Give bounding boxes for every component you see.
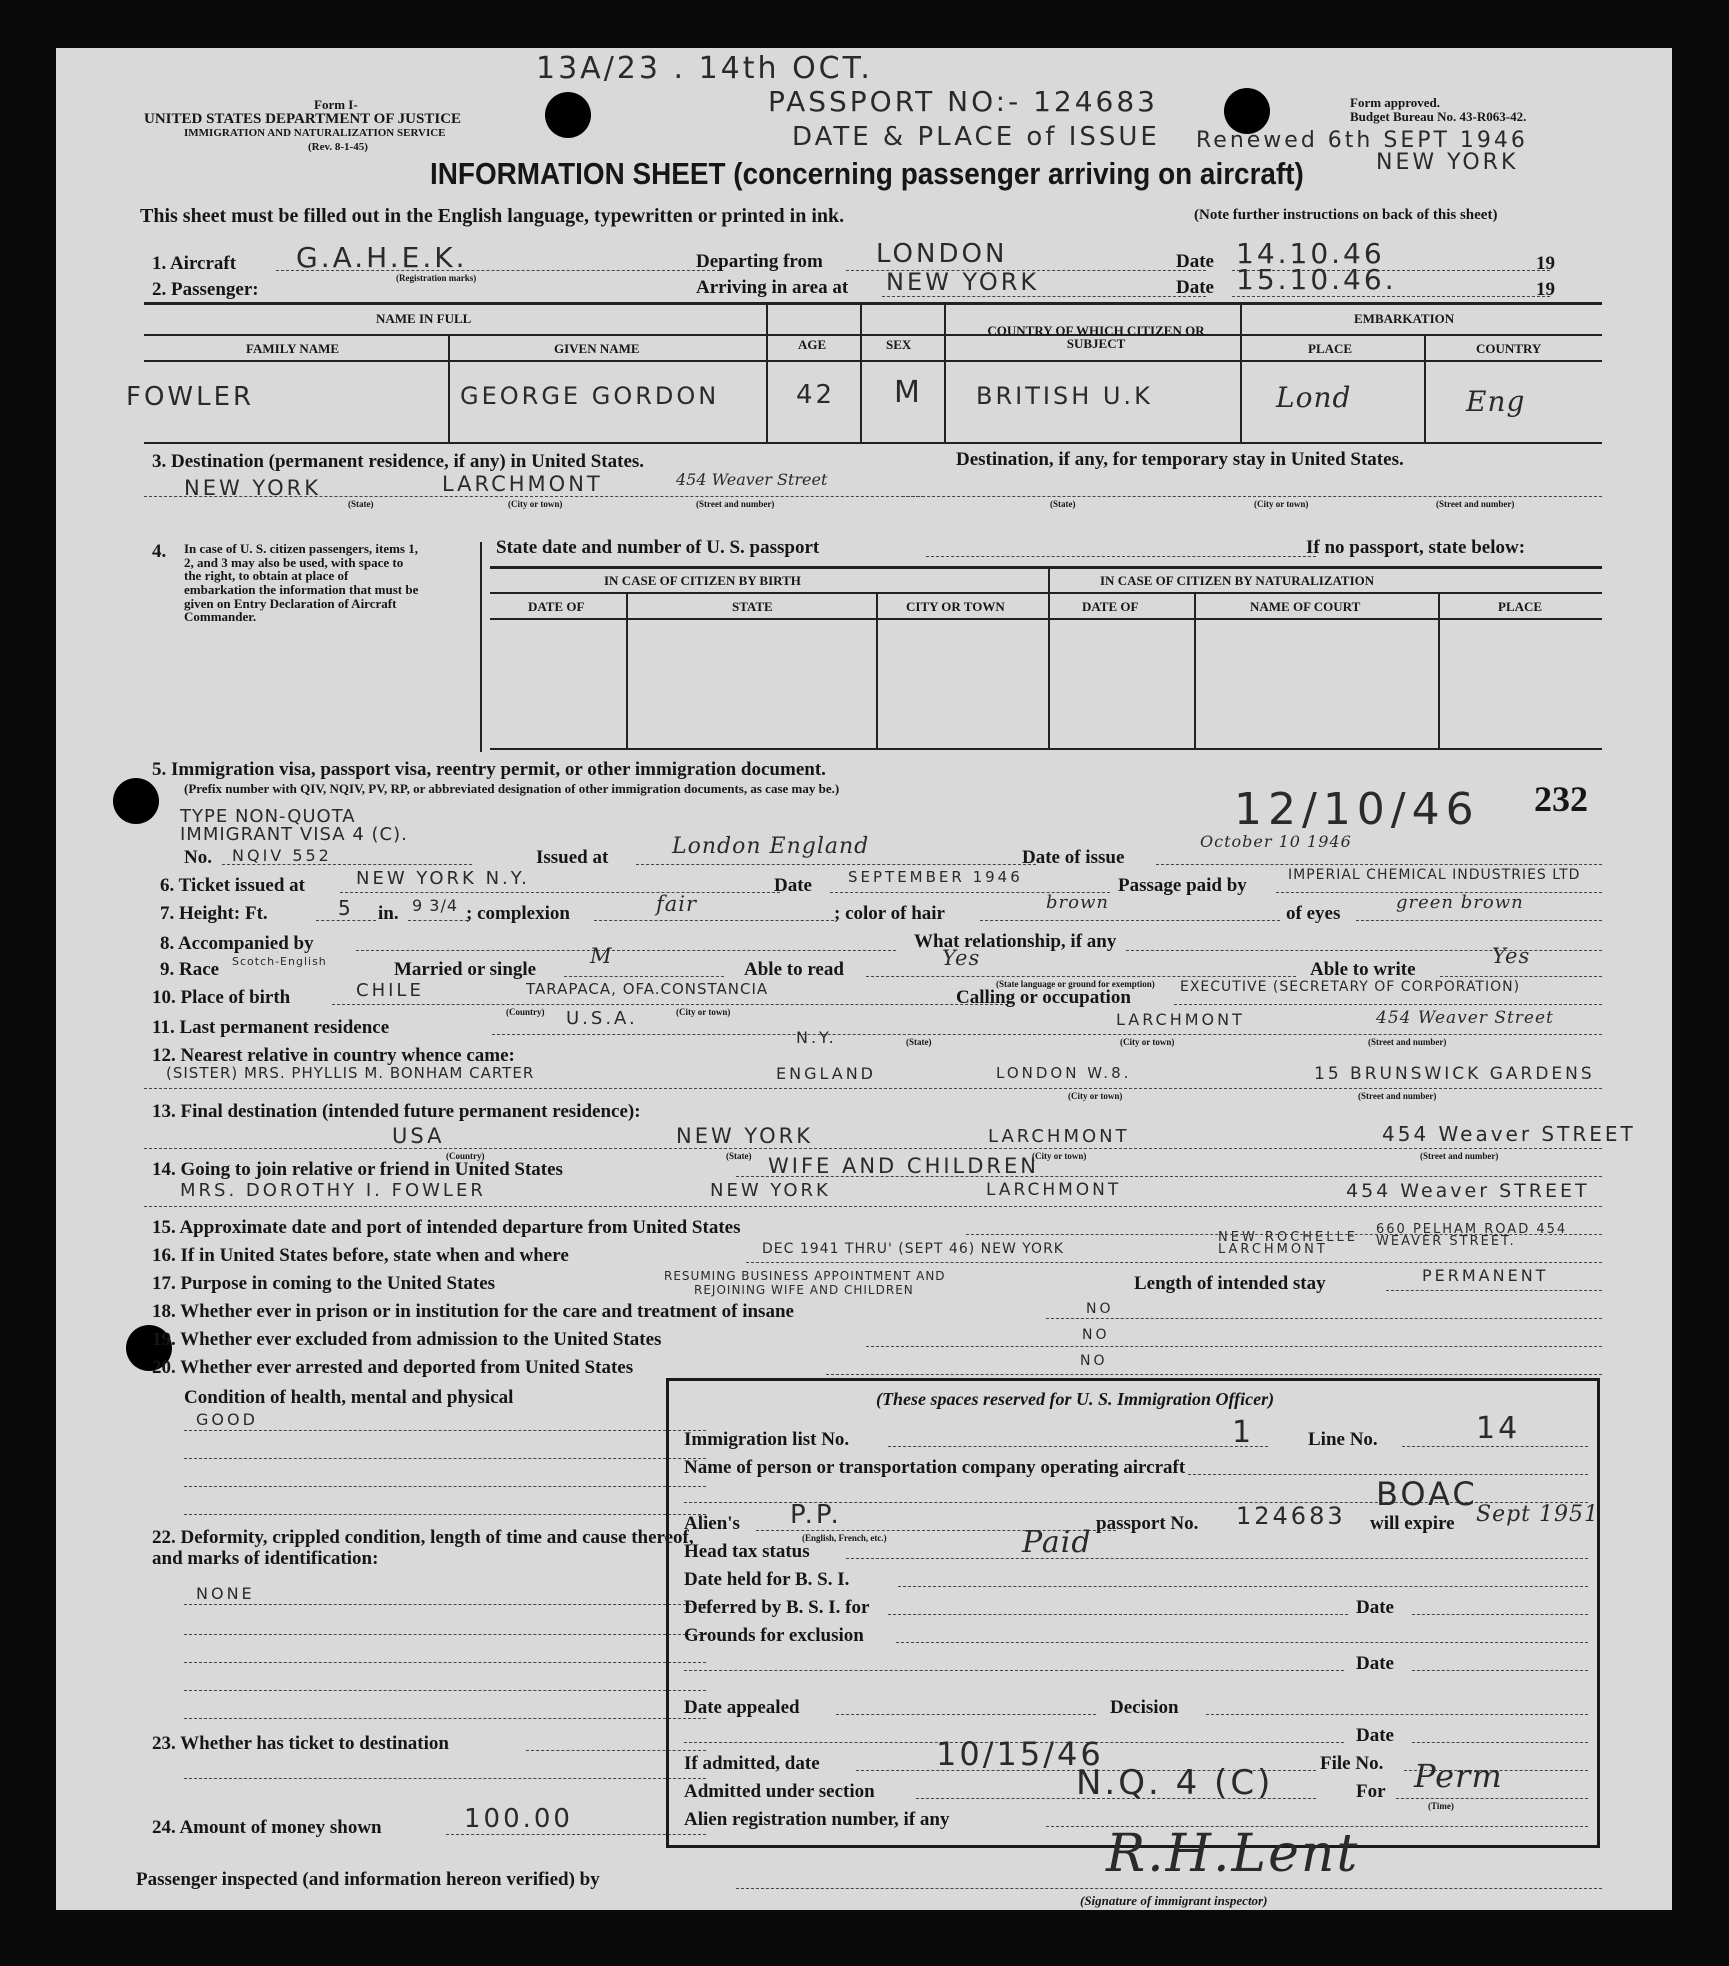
rule bbox=[490, 592, 1602, 594]
punch-hole bbox=[113, 778, 159, 824]
aircraft-label: 1. Aircraft bbox=[152, 253, 237, 274]
read-value[interactable]: Yes bbox=[942, 946, 981, 970]
emb-place-header: PLACE bbox=[1308, 341, 1353, 356]
citizen-nat-header: IN CASE OF CITIZEN BY NATURALIZATION bbox=[1100, 573, 1375, 588]
q22-label: 22. Deformity, crippled condition, length of time and cause thereof, and marks of identification: bbox=[152, 1527, 694, 1569]
q4-passport-label: State date and number of U. S. passport bbox=[496, 537, 820, 558]
form-title: INFORMATION SHEET (concerning passenger arriving on aircraft) bbox=[430, 156, 1304, 191]
grounds-line bbox=[896, 1642, 1588, 1643]
q12-label: 12. Nearest relative in country whence came: bbox=[152, 1045, 515, 1066]
aircraft-value[interactable]: G.A.H.E.K. bbox=[296, 241, 468, 274]
paid-by[interactable]: IMPERIAL CHEMICAL INDUSTRIES LTD bbox=[1288, 867, 1581, 883]
arriving-value[interactable]: NEW YORK bbox=[886, 268, 1040, 296]
visa-no[interactable]: NQIV 552 bbox=[232, 846, 332, 865]
join-street[interactable]: 454 Weaver STREET bbox=[1346, 1180, 1590, 1202]
q23-label: 23. Whether has ticket to destination bbox=[152, 1733, 449, 1754]
q22-line4 bbox=[184, 1690, 706, 1691]
col-date-of-nat: DATE OF bbox=[1082, 599, 1139, 614]
deported-value[interactable]: NO bbox=[1080, 1353, 1108, 1369]
q11-label: 11. Last permanent residence bbox=[152, 1017, 390, 1038]
date-of-issue-line bbox=[1156, 864, 1602, 865]
head-tax-label: Head tax status bbox=[684, 1541, 810, 1562]
for-label: For bbox=[1356, 1781, 1386, 1802]
prison-value[interactable]: NO bbox=[1086, 1301, 1114, 1317]
deferred-date-label: Date bbox=[1356, 1597, 1394, 1618]
q23-line2 bbox=[184, 1778, 706, 1779]
birth-country[interactable]: CHILE bbox=[356, 980, 424, 1001]
married-label: Married or single bbox=[394, 959, 537, 980]
write-value[interactable]: Yes bbox=[1492, 944, 1531, 968]
for-line bbox=[1396, 1798, 1588, 1799]
rel-street-note: (Street and number) bbox=[1358, 1091, 1437, 1101]
height-in[interactable]: 9 3/4 bbox=[412, 896, 459, 915]
q17-label: 17. Purpose in coming to the United States bbox=[152, 1273, 496, 1294]
q13-line bbox=[144, 1148, 1602, 1149]
q15-label: 15. Approximate date and port of intended departure from United States bbox=[152, 1217, 741, 1238]
grounds-date-line bbox=[1412, 1670, 1588, 1671]
length-stay-label: Length of intended stay bbox=[1134, 1273, 1326, 1294]
q19-label: 19. Whether ever excluded from admission to the United States bbox=[152, 1329, 662, 1350]
passport-no-label: passport No. bbox=[1096, 1513, 1199, 1534]
appealed-line bbox=[836, 1714, 1096, 1715]
date-held-label: Date held for B. S. I. bbox=[684, 1569, 850, 1590]
time-note: (Time) bbox=[1428, 1801, 1454, 1811]
rule bbox=[1048, 566, 1050, 750]
q9-label: 9. Race bbox=[160, 959, 220, 980]
budget-bureau: Budget Bureau No. 43-R063-42. bbox=[1350, 109, 1527, 124]
deferred-label: Deferred by B. S. I. for bbox=[684, 1597, 870, 1618]
alien-reg-label: Alien registration number, if any bbox=[684, 1809, 950, 1830]
temp-city-note: (City or town) bbox=[1254, 499, 1309, 509]
aliens-value[interactable]: P.P. bbox=[790, 1500, 842, 1530]
join-city[interactable]: LARCHMONT bbox=[986, 1180, 1122, 1200]
hair-value[interactable]: brown bbox=[1046, 892, 1109, 913]
dest-city[interactable]: LARCHMONT bbox=[442, 472, 603, 496]
departing-value[interactable]: LONDON bbox=[876, 239, 1008, 269]
height-ft[interactable]: 5 bbox=[338, 896, 354, 920]
ft-line bbox=[316, 920, 376, 921]
rule bbox=[490, 566, 1602, 569]
q13-label: 13. Final destination (intended future permanent residence): bbox=[152, 1101, 641, 1122]
information-sheet bbox=[56, 48, 1672, 1910]
officer-header: (These spaces reserved for U. S. Immigration Officer) bbox=[876, 1389, 1275, 1409]
purpose-value[interactable]: RESUMING BUSINESS APPOINTMENT AND bbox=[664, 1269, 946, 1283]
final-street-note: (Street and number) bbox=[1420, 1151, 1499, 1161]
rule bbox=[766, 302, 768, 444]
aliens-note: (English, French, etc.) bbox=[802, 1533, 887, 1543]
rule bbox=[626, 592, 628, 750]
date-place-annotation: DATE & PLACE of ISSUE bbox=[792, 122, 1160, 152]
operator-value[interactable]: BOAC bbox=[1376, 1475, 1478, 1513]
q10-line bbox=[332, 1004, 1008, 1005]
eyes-line bbox=[1356, 920, 1602, 921]
q6-line bbox=[340, 892, 780, 893]
rule bbox=[490, 618, 1602, 620]
q4-number: 4. bbox=[152, 541, 167, 562]
complexion-line bbox=[594, 920, 834, 921]
departure-date[interactable]: 14.10.46 bbox=[1236, 237, 1385, 270]
calling-line bbox=[1174, 1004, 1602, 1005]
col-city-town: CITY OR TOWN bbox=[906, 599, 1005, 614]
join-name[interactable]: MRS. DOROTHY I. FOWLER bbox=[180, 1180, 486, 1201]
q3-temp-label: Destination, if any, for temporary stay in United States. bbox=[956, 449, 1404, 470]
q14-label: 14. Going to join relative or friend in United States bbox=[152, 1159, 563, 1180]
excluded-value[interactable]: NO bbox=[1082, 1327, 1110, 1343]
complexion-value[interactable]: fair bbox=[656, 892, 698, 916]
arr-date-line bbox=[1232, 296, 1550, 297]
citizen-birth-header: IN CASE OF CITIZEN BY BIRTH bbox=[604, 573, 801, 588]
sex-value[interactable]: M bbox=[894, 375, 923, 410]
passage-paid-label: Passage paid by bbox=[1118, 875, 1247, 896]
before-street[interactable]: 660 PELHAM ROAD 454 WEAVER STREET. bbox=[1376, 1222, 1568, 1250]
temp-state-note: (State) bbox=[1050, 499, 1076, 509]
dep-year: 19 bbox=[1536, 253, 1555, 274]
visa-date[interactable]: October 10 1946 bbox=[1200, 832, 1352, 851]
rule bbox=[1438, 592, 1440, 750]
res-street[interactable]: 454 Weaver Street bbox=[1376, 1008, 1554, 1028]
relationship-line bbox=[1126, 950, 1602, 951]
date-held-line bbox=[898, 1586, 1588, 1587]
arr-date-label: Date bbox=[1176, 277, 1214, 298]
deformity-value[interactable]: NONE bbox=[196, 1584, 255, 1603]
calling-label: Calling or occupation bbox=[956, 987, 1131, 1008]
read-line bbox=[866, 976, 1296, 977]
q21-line1 bbox=[184, 1430, 706, 1431]
res-state[interactable]: N.Y. bbox=[796, 1028, 837, 1047]
line-no-line bbox=[1402, 1446, 1588, 1447]
section-value[interactable]: N.Q. 4 (C) bbox=[1076, 1763, 1274, 1803]
race-value[interactable]: Scotch-English bbox=[232, 955, 327, 968]
rule bbox=[480, 542, 482, 752]
stamp-number: 232 bbox=[1534, 779, 1588, 819]
dest-city-note: (City or town) bbox=[508, 499, 563, 509]
res-state-note: (State) bbox=[906, 1037, 932, 1047]
q21-line2 bbox=[184, 1458, 706, 1459]
final-country[interactable]: USA bbox=[392, 1124, 445, 1148]
col-state: STATE bbox=[732, 599, 773, 614]
punch-hole bbox=[545, 92, 591, 138]
q22-line3 bbox=[184, 1662, 706, 1663]
country-citizen-header: COUNTRY OF WHICH CITIZEN OR SUBJECT bbox=[987, 323, 1205, 351]
head-tax-line bbox=[846, 1558, 1588, 1559]
q4-nopassport-label: If no passport, state below: bbox=[1306, 537, 1526, 558]
money-value[interactable]: 100.00 bbox=[464, 1804, 573, 1834]
arrival-date[interactable]: 15.10.46. bbox=[1236, 263, 1397, 296]
eyes-value[interactable]: green brown bbox=[1396, 892, 1524, 913]
departing-label: Departing from bbox=[696, 251, 823, 272]
issued-at-label: Issued at bbox=[536, 847, 609, 868]
line-no-label: Line No. bbox=[1308, 1429, 1378, 1450]
service: IMMIGRATION AND NATURALIZATION SERVICE bbox=[184, 127, 446, 139]
embarkation-header: EMBARKATION bbox=[1354, 311, 1455, 326]
q8-line bbox=[356, 950, 896, 951]
renewed-city: NEW YORK bbox=[1376, 150, 1519, 175]
rule bbox=[490, 748, 1602, 750]
q18-line bbox=[1046, 1318, 1602, 1319]
hair-line bbox=[980, 920, 1280, 921]
q20-label: 20. Whether ever arrested and deported from United States bbox=[152, 1357, 634, 1378]
given-name-value[interactable]: GEORGE GORDON bbox=[460, 382, 720, 410]
will-expire-label: will expire bbox=[1370, 1513, 1455, 1534]
head-tax-value[interactable]: Paid bbox=[1022, 1525, 1092, 1560]
q3-label: 3. Destination (permanent residence, if any) in United States. bbox=[152, 451, 645, 472]
line-no-value[interactable]: 14 bbox=[1476, 1411, 1521, 1446]
language-note: (State language or ground for exemption) bbox=[996, 979, 1155, 989]
q6-date-label: Date bbox=[774, 875, 812, 896]
col-name-court: NAME OF COURT bbox=[1250, 599, 1361, 614]
final-country-note: (Country) bbox=[446, 1151, 485, 1161]
in-line bbox=[408, 920, 468, 921]
relative-country[interactable]: ENGLAND bbox=[776, 1064, 876, 1083]
officer-passport-value[interactable]: 124683 bbox=[1236, 1502, 1346, 1530]
birth-city-note: (City or town) bbox=[676, 1007, 731, 1017]
q8-label: 8. Accompanied by bbox=[160, 933, 314, 954]
visa-type[interactable]: TYPE NON-QUOTA IMMIGRANT VISA 4 (C). bbox=[180, 806, 408, 845]
dest-state[interactable]: NEW YORK bbox=[184, 476, 321, 500]
final-state-note: (State) bbox=[726, 1151, 752, 1161]
q21-label: Condition of health, mental and physical bbox=[184, 1387, 514, 1408]
signature-line bbox=[736, 1888, 1602, 1889]
col-date-of: DATE OF bbox=[528, 599, 585, 614]
inspector-signature[interactable]: R.H.Lent bbox=[1106, 1824, 1360, 1884]
department: UNITED STATES DEPARTMENT OF JUSTICE bbox=[144, 111, 462, 127]
rule bbox=[944, 302, 946, 444]
form-approved: Form approved. bbox=[1350, 95, 1441, 110]
col-place: PLACE bbox=[1498, 599, 1543, 614]
note-instructions: (Note further instructions on back of this sheet) bbox=[1194, 207, 1498, 223]
q12-line bbox=[144, 1088, 1602, 1089]
length-line bbox=[1386, 1290, 1602, 1291]
rule bbox=[144, 442, 1602, 444]
grounds-date-label: Date bbox=[1356, 1653, 1394, 1674]
appealed-date-label: Date bbox=[1356, 1725, 1394, 1746]
list-no-label: Immigration list No. bbox=[684, 1429, 850, 1450]
q18-label: 18. Whether ever in prison or in institution for the care and treatment of insane bbox=[152, 1301, 794, 1322]
signature-note: (Signature of immigrant inspector) bbox=[1080, 1893, 1268, 1908]
appealed-label: Date appealed bbox=[684, 1697, 800, 1718]
q6-label: 6. Ticket issued at bbox=[160, 875, 305, 896]
length-value[interactable]: PERMANENT bbox=[1422, 1266, 1549, 1285]
birth-city[interactable]: TARAPACA, OFA.CONSTANCIA bbox=[526, 980, 769, 998]
q10-label: 10. Place of birth bbox=[152, 987, 291, 1008]
q21-line4 bbox=[184, 1514, 706, 1515]
married-value[interactable]: M bbox=[590, 944, 613, 968]
rule bbox=[144, 360, 1602, 362]
grounds-line2 bbox=[684, 1670, 1344, 1671]
birth-country-note: (Country) bbox=[506, 1007, 545, 1017]
q5-note: (Prefix number with QIV, NQIV, PV, RP, or abbreviated designation of other immigration documents, as case may be.) bbox=[184, 781, 840, 796]
dest-state-note: (State) bbox=[348, 499, 374, 509]
write-line bbox=[1440, 976, 1602, 977]
visa-no-label: No. bbox=[184, 847, 212, 868]
rule bbox=[144, 334, 1602, 336]
given-name-header: GIVEN NAME bbox=[554, 341, 640, 356]
health-value[interactable]: GOOD bbox=[196, 1410, 258, 1429]
deferred-line bbox=[888, 1614, 1348, 1615]
q11-line bbox=[492, 1034, 1602, 1035]
top-reference: 13A/23 . 14th OCT. bbox=[536, 51, 873, 86]
list-no-line bbox=[888, 1446, 1268, 1447]
rule bbox=[860, 302, 862, 444]
rule bbox=[448, 334, 450, 444]
q22-line5 bbox=[184, 1718, 706, 1719]
q19-line bbox=[866, 1346, 1602, 1347]
relative-street[interactable]: 15 BRUNSWICK GARDENS bbox=[1314, 1064, 1595, 1084]
passenger-label: 2. Passenger: bbox=[152, 279, 259, 300]
rule bbox=[1194, 592, 1196, 750]
arriving-label: Arriving in area at bbox=[696, 277, 849, 298]
res-country[interactable]: U.S.A. bbox=[566, 1008, 638, 1029]
res-city[interactable]: LARCHMONT bbox=[1116, 1010, 1245, 1029]
revision: (Rev. 8-1-45) bbox=[308, 141, 368, 153]
in-label: in. bbox=[378, 903, 399, 924]
rule bbox=[144, 302, 1602, 305]
inspected-label: Passenger inspected (and information hereon verified) by bbox=[136, 1869, 600, 1890]
decision-label: Decision bbox=[1110, 1697, 1179, 1718]
dest-street[interactable]: 454 Weaver Street bbox=[676, 470, 828, 489]
ticket-date[interactable]: SEPTEMBER 1946 bbox=[848, 868, 1023, 886]
read-label: Able to read bbox=[744, 959, 844, 980]
res-city-note: (City or town) bbox=[1120, 1037, 1175, 1047]
join-state[interactable]: NEW YORK bbox=[710, 1180, 831, 1201]
join-value[interactable]: WIFE AND CHILDREN bbox=[768, 1154, 1039, 1178]
name-in-full-header: NAME IN FULL bbox=[376, 311, 472, 326]
q4-note: In case of U. S. citizen passengers, items 1, 2, and 3 may also be used, with space to the right, to obtain at place of embarkation the information that must be given on Entry Declaration of Aircraft Commander. bbox=[184, 541, 419, 625]
family-name-header: FAMILY NAME bbox=[246, 341, 340, 356]
q3-temp-line bbox=[902, 496, 1602, 497]
sex-header: SEX bbox=[886, 337, 912, 352]
q22-line2 bbox=[184, 1634, 706, 1635]
occupation-value[interactable]: EXECUTIVE (SECRETARY OF CORPORATION) bbox=[1180, 979, 1521, 995]
final-street[interactable]: 454 Weaver STREET bbox=[1382, 1122, 1636, 1146]
q7-label: 7. Height: Ft. bbox=[160, 903, 268, 924]
admitted-section-label: Admitted under section bbox=[684, 1781, 875, 1802]
grounds-label: Grounds for exclusion bbox=[684, 1625, 864, 1646]
temp-street-note: (Street and number) bbox=[1436, 499, 1515, 509]
q16-label: 16. If in United States before, state when and where bbox=[152, 1245, 569, 1266]
emb-country-value[interactable]: Eng bbox=[1466, 385, 1526, 418]
complexion-label: ; complexion bbox=[466, 903, 570, 924]
write-label: Able to write bbox=[1310, 959, 1416, 980]
citizen-value[interactable]: BRITISH U.K bbox=[976, 382, 1153, 410]
decision-line bbox=[1206, 1714, 1588, 1715]
dest-street-note: (Street and number) bbox=[696, 499, 775, 509]
for-value[interactable]: Perm bbox=[1414, 1757, 1503, 1795]
final-state[interactable]: NEW YORK bbox=[676, 1124, 813, 1148]
rule bbox=[876, 592, 878, 750]
operator-label: Name of person or transportation company operating aircraft bbox=[684, 1457, 1186, 1478]
before-city[interactable]: NEW ROCHELLE LARCHMONT bbox=[1218, 1230, 1358, 1258]
admitted-date-label: If admitted, date bbox=[684, 1753, 820, 1774]
emb-country-header: COUNTRY bbox=[1476, 341, 1542, 356]
final-city[interactable]: LARCHMONT bbox=[988, 1126, 1130, 1147]
age-header: AGE bbox=[798, 337, 827, 352]
res-street-note: (Street and number) bbox=[1368, 1037, 1447, 1047]
relationship-label: What relationship, if any bbox=[914, 931, 1117, 952]
appealed-date-line bbox=[1412, 1742, 1588, 1743]
passport-annotation: PASSPORT NO:- 124683 bbox=[768, 85, 1158, 118]
stamp-date[interactable]: 12/10/46 bbox=[1234, 784, 1480, 835]
arr-year: 19 bbox=[1536, 279, 1555, 300]
q20-line bbox=[826, 1374, 1602, 1375]
hair-label: ; color of hair bbox=[834, 903, 945, 924]
expire-value[interactable]: Sept 1951 bbox=[1476, 1502, 1599, 1527]
aliens-label: Alien's bbox=[684, 1513, 740, 1534]
ticket-at[interactable]: NEW YORK N.Y. bbox=[356, 868, 530, 889]
deferred-date-line bbox=[1412, 1614, 1588, 1615]
form-number: Form I- bbox=[314, 97, 358, 112]
registration-note: (Registration marks) bbox=[396, 273, 477, 283]
before-value[interactable]: DEC 1941 THRU' (SEPT 46) NEW YORK bbox=[762, 1241, 1064, 1257]
married-line bbox=[564, 976, 724, 977]
rule bbox=[1240, 302, 1242, 444]
q24-label: 24. Amount of money shown bbox=[152, 1817, 382, 1838]
emb-place-value[interactable]: Lond bbox=[1276, 381, 1352, 414]
issued-at-line bbox=[636, 864, 1036, 865]
final-city-note: (City or town) bbox=[1032, 1151, 1087, 1161]
admitted-date-value[interactable]: 10/15/46 bbox=[936, 1735, 1104, 1773]
relative-name[interactable]: (SISTER) MRS. PHYLLIS M. BONHAM CARTER bbox=[166, 1064, 535, 1082]
rel-city-note: (City or town) bbox=[1068, 1091, 1123, 1101]
q22-line1 bbox=[184, 1604, 706, 1605]
purpose-value-2[interactable]: REJOINING WIFE AND CHILDREN bbox=[694, 1283, 914, 1297]
visa-issued[interactable]: London England bbox=[672, 834, 870, 859]
q16-line bbox=[746, 1262, 1602, 1263]
age-value[interactable]: 42 bbox=[796, 380, 836, 410]
dep-date-label: Date bbox=[1176, 251, 1214, 272]
form-instructions: This sheet must be filled out in the English language, typewritten or printed in ink. bbox=[140, 205, 845, 227]
rule bbox=[1424, 334, 1426, 444]
q4-passport-line bbox=[926, 556, 1316, 557]
list-no-value[interactable]: 1 bbox=[1232, 1415, 1255, 1450]
q21-line3 bbox=[184, 1486, 706, 1487]
q14-line2 bbox=[144, 1206, 1602, 1207]
file-no-label: File No. bbox=[1320, 1753, 1384, 1774]
renewed-annotation: Renewed 6th SEPT 1946 bbox=[1196, 128, 1528, 153]
relative-city[interactable]: LONDON W.8. bbox=[996, 1064, 1132, 1082]
arriving-line bbox=[882, 296, 1206, 297]
date-of-issue-label: Date of issue bbox=[1022, 847, 1125, 868]
q5-label: 5. Immigration visa, passport visa, reentry permit, or other immigration document. bbox=[152, 759, 826, 780]
eyes-label: of eyes bbox=[1286, 903, 1341, 924]
family-name-value[interactable]: FOWLER bbox=[126, 382, 255, 412]
